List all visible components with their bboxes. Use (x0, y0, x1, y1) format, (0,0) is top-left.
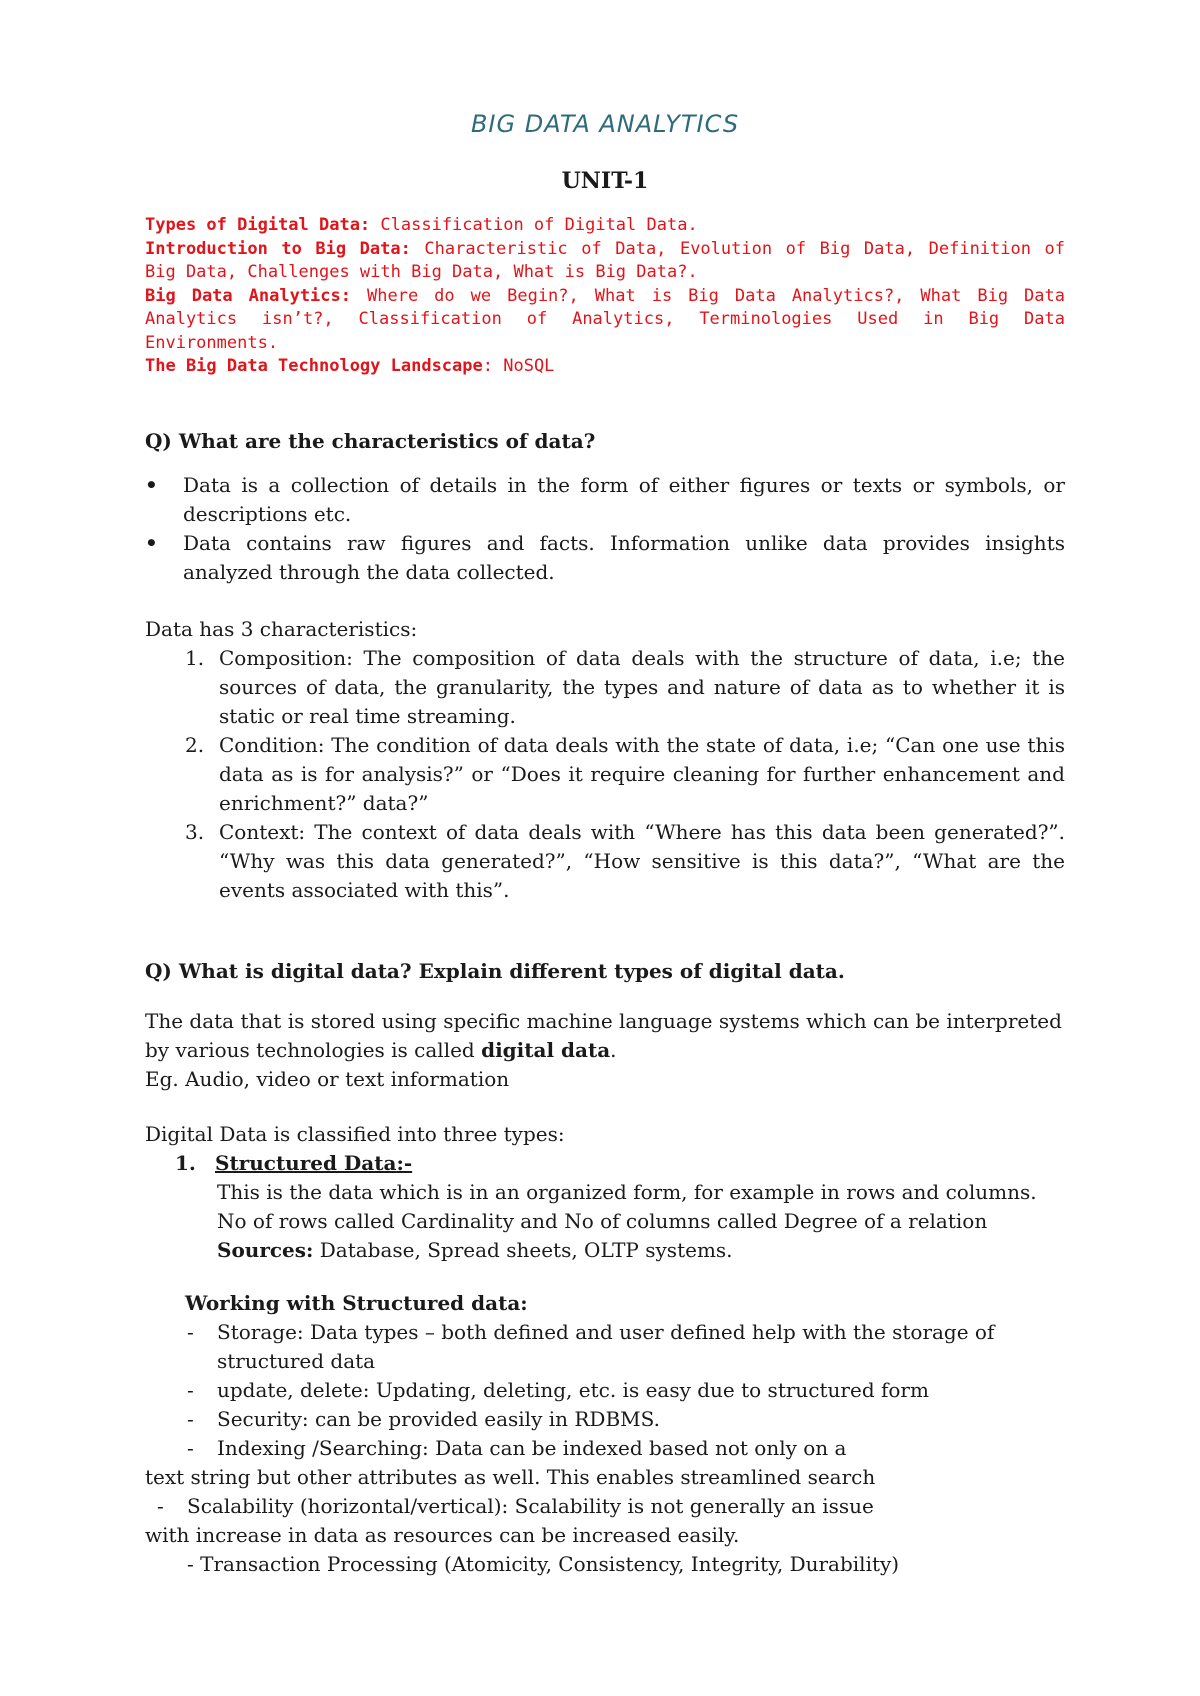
section-title-suffix: :- (396, 1150, 413, 1175)
dash-text: Indexing /Searching: Data can be indexed based not only on a (217, 1435, 847, 1460)
bullet-item: • Data is a collection of details in the form of either figures or texts or symbols, or descriptions etc. (183, 471, 1065, 529)
section-number: 1. (175, 1150, 196, 1175)
dash-text: Storage: Data types – both defined and user defined help with the storage of structured data (217, 1319, 995, 1373)
dash-marker: - (187, 1319, 194, 1344)
list-text: Composition: The composition of data deals with the structure of data, i.e; the sources of data, the granularity, the types and nature of data as to whether it is static or real time streaming. (219, 645, 1065, 728)
dash-text: Security: can be provided easily in RDBMS. (217, 1406, 660, 1431)
structured-line: This is the data which is in an organized form, for example in rows and columns. (217, 1179, 1037, 1204)
syllabus-topic: Big Data Analytics: (145, 285, 351, 306)
document-page (145, 110, 1065, 1579)
dash-item (187, 1405, 1065, 1434)
unit-heading: UNIT-1 (561, 168, 649, 194)
section-title: Structured Data (215, 1150, 397, 1175)
syllabus-text: Characteristic of Data, Evolution of Big Data, Definition of Big Data, Challenges with Big Data, What is Big Data?. (145, 238, 1066, 282)
syllabus-line (145, 214, 1065, 238)
sources-label: Sources: (217, 1237, 314, 1262)
list-item (185, 644, 1065, 731)
dash-item (187, 1376, 1065, 1405)
list-item (185, 818, 1065, 905)
structured-data-heading (175, 1149, 1065, 1178)
syllabus-topic: Introduction to Big Data: (145, 238, 411, 259)
characteristics-intro: Data has 3 characteristics: (145, 616, 418, 641)
dash-text: update, delete: Updating, deleting, etc. is easy due to structured form (217, 1377, 929, 1402)
syllabus-block (145, 214, 1065, 379)
sources-line (217, 1236, 1065, 1265)
syllabus-topic: The Big Data Technology Landscape (145, 356, 483, 376)
list-text: Condition: The condition of data deals with the state of data, i.e; “Can one use this data as is for analysis?” or “Does it require cleaning for further enhancement and enrichment?” data?” (219, 732, 1065, 815)
characteristics-list (145, 644, 1065, 905)
question-heading: Q) What is digital data? Explain different types of digital data. (145, 958, 845, 983)
structured-line: No of rows called Cardinality and No of columns called Degree of a relation (217, 1208, 988, 1233)
structured-data-body (217, 1178, 1065, 1265)
syllabus-line (145, 238, 1065, 285)
syllabus-text: : NoSQL (482, 356, 555, 376)
list-number: 3. (185, 819, 205, 844)
dash-item (187, 1434, 1065, 1463)
syllabus-line (145, 285, 1065, 356)
example-line: Eg. Audio, video or text information (145, 1066, 510, 1091)
question-heading: Q) What are the characteristics of data? (145, 428, 596, 453)
types-intro: Digital Data is classified into three types: (145, 1121, 565, 1146)
list-number: 2. (185, 732, 205, 757)
q2-answer (145, 1007, 1065, 1579)
definition-term: digital data (481, 1037, 611, 1062)
syllabus-text: Classification of Digital Data. (370, 215, 698, 235)
transaction-line: - Transaction Processing (Atomicity, Consistency, Integrity, Durability) (187, 1551, 900, 1576)
syllabus-topic: Types of Digital Data: (145, 215, 371, 235)
bullet-item: • Data contains raw figures and facts. Information unlike data provides insights analyzed through the data collected. (183, 529, 1065, 587)
list-text: Context: The context of data deals with “Where has this data been generated?”. “Why was this data generated?”, “How sensitive is this data?”, “What are the events associated with this”. (219, 819, 1065, 902)
dash-text: Scalability (horizontal/vertical): Scalability is not generally an issue (187, 1493, 874, 1518)
definition-end: . (610, 1037, 617, 1062)
definition-paragraph (145, 1007, 1065, 1065)
dash-item (187, 1318, 1065, 1376)
definition-text: The data that is stored using specific machine language systems which can be interpreted by various technologies is called (145, 1008, 1062, 1062)
dash-marker: - (187, 1406, 194, 1431)
list-number: 1. (185, 645, 205, 670)
q1-answer (145, 471, 1065, 905)
sources-text: Database, Spread sheets, OLTP systems. (313, 1237, 733, 1262)
dash-marker: - (157, 1493, 164, 1518)
working-heading: Working with Structured data: (185, 1290, 528, 1315)
scalability-continuation: with increase in data as resources can be increased easily. (145, 1522, 740, 1547)
list-item (185, 731, 1065, 818)
syllabus-text: Where do we Begin?, What is Big Data Analytics?, What Big Data Analytics isn’t?, Classification of Analytics, Terminologies Used in Big Data Environments. (145, 285, 1065, 353)
dash-item (145, 1492, 1065, 1521)
working-list (145, 1318, 1065, 1463)
dash-marker: - (187, 1377, 194, 1402)
document-title: BIG DATA ANALYTICS (470, 110, 740, 138)
syllabus-line (145, 355, 1065, 379)
dash-marker: - (187, 1435, 194, 1460)
indexing-continuation: text string but other attributes as well. This enables streamlined search (145, 1464, 876, 1489)
bullet-list (145, 471, 1065, 587)
